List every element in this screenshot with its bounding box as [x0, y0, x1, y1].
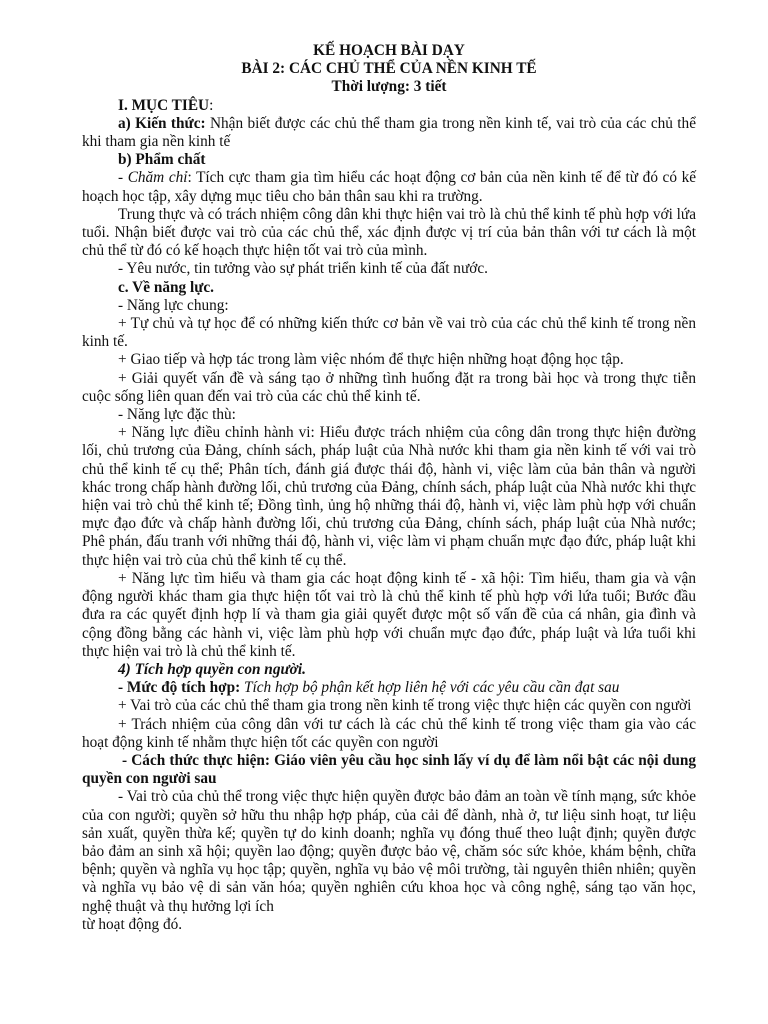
roles-paragraph: + Vai trò của các chủ thể tham gia trong nền kinh tế trong việc thực hiện các quyền con người — [118, 697, 692, 715]
doc-title: KẾ HOẠCH BÀI DẠY — [313, 42, 465, 59]
responsibility-paragraph: + Trách nhiệm của công dân với tư cách là các chủ thể kinh tế trong việc tham gia vào các hoạt động kinh tế nhằm thực hiện tốt các quyền con người — [82, 715, 696, 751]
document-page — [82, 42, 696, 934]
rights-list-paragraph: - Vai trò của chủ thể trong việc thực hiện quyền được bảo đảm an toàn về tính mạng, sức khỏe của con người; quyền sở hữu thu nhập hợp pháp, của cải để dành, nhà ở, tư liệu sinh hoạt, tư liệu sản xuất, quyền thừa kế; quyền tự do kinh doanh; nghĩa vụ đóng thuế theo luật định; quyền được bảo đảm an sinh xã hội; quyền lao động; quyền được bảo vệ, chăm sóc sức khỏe, khám bệnh, chữa bệnh; quyền và nghĩa vụ học tập; quyền, nghĩa vụ bảo vệ môi trường, tài nguyên thiên nhiên; quyền và nghĩa vụ bảo vệ di sản văn hóa; quyền nghiên cứu khoa học và công nghệ, sáng tạo văn học, nghệ thuật và thụ hưởng lợi ích — [82, 788, 696, 915]
behavior-adjust-paragraph: + Năng lực điều chỉnh hành vi: Hiểu được trách nhiệm của công dân trong thực hiện đường lối, chủ trương của Đảng, chính sách, pháp luật của Nhà nước khi tham gia nền kinh tế với vai trò chủ thể kinh tế cụ thể; Phân tích, đánh giá được thái độ, hành vi, việc làm của bản thân và người khác trong chấp hành đường lối, chủ trương của Đảng, chính sách, pháp luật của Nhà nước khi thực hiện vai trò chủ thể kinh tế; Đồng tình, ủng hộ những thái độ, hành vi, việc làm phù hợp với chuẩn mực đạo đức và chấp hành đường lối, chủ trương của Đảng, chính sách, pháp luật của Nhà nước; Phê phán, đấu tranh với những thái độ, hành vi, việc làm vi phạm chuẩn mực đạo đức, pháp luật khi thực hiện vai trò của chủ thể kinh tế cụ thể. — [82, 424, 696, 569]
rights-list-end: từ hoạt động đó. — [82, 915, 183, 933]
section-objectives — [82, 97, 696, 115]
qualities-heading: b) Phẩm chất — [118, 151, 206, 169]
diligence-dash: - — [118, 169, 128, 187]
diligence-text: : Tích cực tham gia tìm hiểu các hoạt động cơ bản của nền kinh tế để từ đó có kế hoạch học tập, xây dựng mục tiêu cho bản thân sau khi ra trường. — [82, 169, 697, 205]
method-paragraph: - Cách thức thực hiện: Giáo viên yêu cầu học sinh lấy ví dụ để làm nổi bật các nội dung quyền con người sau — [82, 751, 696, 788]
socioeconomic-paragraph: + Năng lực tìm hiểu và tham gia các hoạt động kinh tế - xã hội: Tìm hiểu, tham gia và vận động người khác tham gia thực hiện tốt vai trò là chủ thể kinh tế phù hợp với lứa tuổi; Bước đầu đưa ra các quyết định hợp lí và tham gia giải quyết được một số vấn đề của cá nhân, gia đình và cộng đồng bằng các hành vi, việc làm phù hợp với chuẩn mực đạo đức, pháp luật và lứa tuổi khi thực hiện vai trò là chủ thể kinh tế. — [82, 569, 696, 660]
human-rights-heading: 4) Tích hợp quyền con người. — [118, 660, 306, 678]
lesson-title: BÀI 2: CÁC CHỦ THỂ CỦA NỀN KINH TẾ — [241, 60, 537, 78]
knowledge-text: Nhận biết được các chủ thể tham gia trong nền kinh tế, vai trò của các chủ thể khi tham gia nền kinh tế — [82, 114, 696, 151]
integration-text: Tích hợp bộ phận kết hợp liên hệ với các yêu cầu cần đạt sau — [240, 679, 620, 697]
duration: Thời lượng: 3 tiết — [331, 78, 447, 96]
general-competence: - Năng lực chung: — [118, 296, 229, 314]
communication-paragraph: + Giao tiếp và hợp tác trong làm việc nhóm để thực hiện những hoạt động học tập. — [118, 351, 624, 369]
diligence-label: Chăm chỉ — [127, 169, 188, 187]
integration-label: - Mức độ tích hợp: — [118, 679, 241, 697]
diligence-paragraph — [82, 169, 696, 205]
specific-competence: - Năng lực đặc thù: — [118, 406, 236, 424]
integration-level — [82, 679, 696, 697]
problem-solving-paragraph: + Giải quyết vấn đề và sáng tạo ở những tình huống đặt ra trong bài học và trong thực tiễn cuộc sống liên quan đến vai trò của các chủ thể kinh tế. — [82, 369, 696, 405]
self-study-paragraph: + Tự chủ và tự học để có những kiến thức cơ bản về vai trò của các chủ thể kinh tế trong nền kinh tế. — [82, 315, 696, 351]
patriotism-paragraph: - Yêu nước, tin tưởng vào sự phát triển kinh tế của đất nước. — [118, 260, 488, 278]
honesty-paragraph: Trung thực và có trách nhiệm công dân khi thực hiện vai trò là chủ thể kinh tế phù hợp với lứa tuổi. Nhận biết được vai trò của các chủ thể, xác định được vị trí của bản thân với tư cách là một chủ thể từ đó có kế hoạch thực hiện tốt vai trò của mình. — [82, 205, 696, 260]
knowledge-label: a) Kiến thức: — [118, 114, 206, 132]
objectives-colon: : — [209, 96, 214, 114]
objectives-heading: I. MỤC TIÊU — [118, 96, 210, 114]
competence-heading: c. Về năng lực. — [118, 278, 215, 296]
knowledge-paragraph — [82, 115, 696, 151]
